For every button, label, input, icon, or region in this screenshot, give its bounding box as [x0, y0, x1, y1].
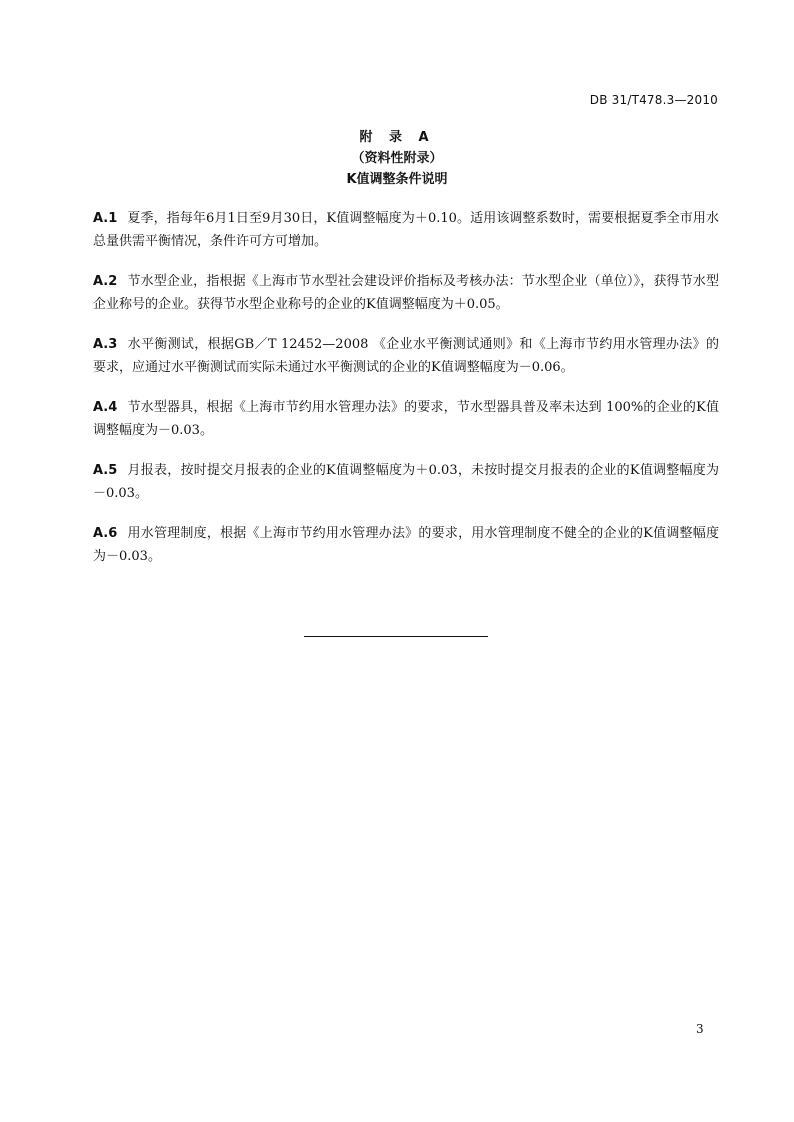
clause-a3 [93, 333, 719, 379]
clause-a4 [93, 396, 719, 442]
clause-a1 [93, 207, 719, 253]
clause-text: 用水管理制度，根据《上海市节约用水管理办法》的要求，用水管理制度不健全的企业的K值调整幅度为－0.03。 [93, 526, 719, 564]
page-number: 3 [696, 1022, 704, 1036]
clause-a2 [93, 270, 719, 316]
clause-number: A.1 [93, 211, 118, 226]
appendix-heading [0, 127, 794, 190]
appendix-title: 附 录 A [359, 130, 435, 145]
clause-text: 水平衡测试，根据GB／T 12452—2008 《企业水平衡测试通则》和《上海市节约用水管理办法》的要求，应通过水平衡测试而实际未通过水平衡测试的企业的K值调整幅度为－0.06。 [93, 337, 719, 375]
clause-a6 [93, 522, 719, 568]
clause-text: 节水型器具，根据《上海市节约用水管理办法》的要求，节水型器具普及率未达到 100%的企业的K值调整幅度为－0.03。 [93, 400, 719, 438]
clause-list [93, 207, 719, 585]
clause-number: A.5 [93, 463, 118, 478]
document-code: DB 31/T478.3—2010 [589, 93, 718, 107]
appendix-type: （资料性附录） [351, 151, 443, 166]
clause-number: A.3 [93, 337, 118, 352]
clause-text: 夏季，指每年6月1日至9月30日，K值调整幅度为＋0.10。适用该调整系数时，需要根据夏季全市用水总量供需平衡情况，条件许可方可增加。 [93, 211, 719, 249]
clause-text: 节水型企业，指根据《上海市节水型社会建设评价指标及考核办法：节水型企业（单位）》，获得节水型企业称号的企业。获得节水型企业称号的企业的K值调整幅度为＋0.05。 [93, 274, 719, 312]
clause-a5 [93, 459, 719, 505]
clause-text: 月报表，按时提交月报表的企业的K值调整幅度为＋0.03，未按时提交月报表的企业的K值调整幅度为－0.03。 [93, 463, 719, 501]
end-divider [304, 636, 488, 637]
appendix-subtitle: K值调整条件说明 [346, 172, 448, 187]
clause-number: A.4 [93, 400, 118, 415]
clause-number: A.2 [93, 274, 118, 289]
clause-number: A.6 [93, 526, 118, 541]
